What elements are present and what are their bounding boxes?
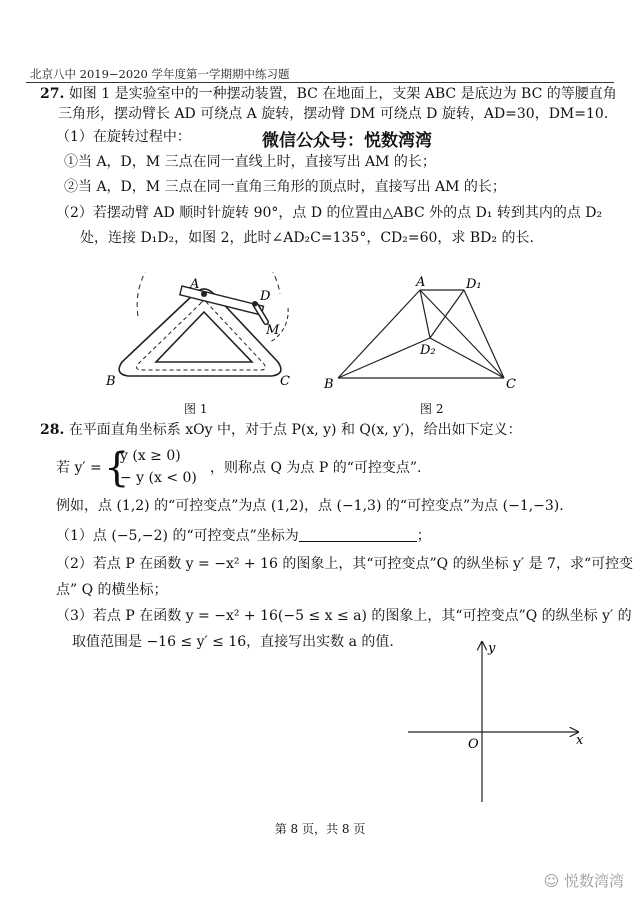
fig1-label-b: B <box>106 374 116 389</box>
fig2-side-ab <box>338 290 420 378</box>
header-divider <box>26 82 614 83</box>
q27-line-1 <box>40 84 617 104</box>
fig2-label-a: A <box>416 275 426 290</box>
q27-line-2: 三角形，摆动臂长 AD 可绕点 A 旋转，摆动臂 DM 可绕点 D 旋转，AD=30，DM=10. <box>58 106 609 122</box>
fig2-seg-d1c <box>464 290 504 378</box>
coordinate-axes <box>400 630 600 810</box>
fig1-pivot-d <box>253 302 258 307</box>
origin-label: O <box>468 737 479 752</box>
q28-case-2: − y (x < 0) <box>120 470 197 486</box>
wechat-watermark: 微信公众号：悦数湾湾 <box>262 131 432 151</box>
page-footer: 第 8 页，共 8 页 <box>274 822 366 836</box>
fig1-label-m: M <box>266 323 280 338</box>
q28-brace: { <box>104 445 130 491</box>
q27-part1: （1）在旋转过程中： <box>56 129 191 145</box>
fig2-caption: 图 2 <box>420 402 444 416</box>
brand-name: 悦数湾湾 <box>563 872 624 890</box>
fig2-seg-ad2 <box>420 290 430 338</box>
fig1-label-d: D <box>260 289 271 304</box>
q28-part3-line2: 取值范围是 −16 ≤ y′ ≤ 16，直接写出实数 a 的值. <box>72 634 394 650</box>
q28-case-1: y (x ≥ 0) <box>120 448 181 464</box>
q28-part1 <box>56 526 431 546</box>
fig2-label-d2: D₂ <box>420 343 436 358</box>
figure-2 <box>318 272 528 392</box>
q28-number: 28. <box>40 422 65 438</box>
q28-part1-suffix: ； <box>416 528 431 544</box>
fig2-label-b: B <box>324 377 334 392</box>
q28-line-1 <box>40 420 522 440</box>
q27-part1-b: ②当 A，D，M 三点在同一直角三角形的顶点时，直接写出 AM 的长； <box>64 179 506 195</box>
page-header: 北京八中 2019−2020 学年度第一学期期中练习题 <box>30 67 290 81</box>
q28-part2-line1: （2）若点 P 在函数 y = −x² + 16 的图象上，其“可控变点”Q 的纵坐标 y′ 是 7，求“可控变 <box>56 556 634 572</box>
fig1-pivot-a <box>201 291 207 297</box>
q27-part2-line2: 处，连接 D₁D₂，如图 2，此时∠AD₂C=135°，CD₂=60，求 BD₂ 的长. <box>80 230 534 246</box>
fig2-label-d1: D₁ <box>466 277 482 292</box>
q28-part1-text: （1）点 (−5,−2) 的“可控变点”坐标为 <box>56 528 299 544</box>
fig2-seg-cd2 <box>430 338 504 378</box>
fig2-seg-bd2 <box>338 338 430 378</box>
q28-text-1: 在平面直角坐标系 xOy 中，对于点 P(x, y) 和 Q(x, y′)，给出如下定义： <box>68 422 522 438</box>
y-axis-label: y <box>488 641 496 656</box>
q27-part2-line1: （2）若摆动臂 AD 顺时针旋转 90°，点 D 的位置由△ABC 外的点 D₁ 转到其内的点 D₂ <box>56 205 603 221</box>
q27-text-1: 如图 1 是实验室中的一种摆动装置，BC 在地面上，支架 ABC 是底边为 BC 的等腰直角 <box>68 86 617 102</box>
brand-watermark <box>544 870 624 891</box>
q27-part1-a: ①当 A，D，M 三点在同一直线上时，直接写出 AM 的长； <box>64 154 436 170</box>
q28-definition-tail: ，则称点 Q 为点 P 的“可控变点”. <box>210 460 422 476</box>
q28-part2-line2: 点” Q 的横坐标； <box>56 582 168 598</box>
q28-answer-blank <box>299 527 417 542</box>
fig2-label-c: C <box>506 377 516 392</box>
q28-part3-line1: （3）若点 P 在函数 y = −x² + 16(−5 ≤ x ≤ a) 的图象上，其“可控变点”Q 的纵坐标 y′ 的 <box>56 608 632 624</box>
q28-if-prefix: 若 y′ = <box>56 460 102 476</box>
figure-1 <box>100 272 310 400</box>
wechat-logo-icon: ☺ <box>543 872 564 890</box>
q28-example: 例如，点 (1,2) 的“可控变点”为点 (1,2)，点 (−1,3) 的“可控变点”为点 (−1,−3). <box>56 498 564 514</box>
fig1-label-c: C <box>280 374 290 389</box>
fig1-caption: 图 1 <box>184 402 208 416</box>
fig1-label-a: A <box>190 277 200 292</box>
x-axis-label: x <box>576 733 584 748</box>
q27-number: 27. <box>40 86 65 102</box>
